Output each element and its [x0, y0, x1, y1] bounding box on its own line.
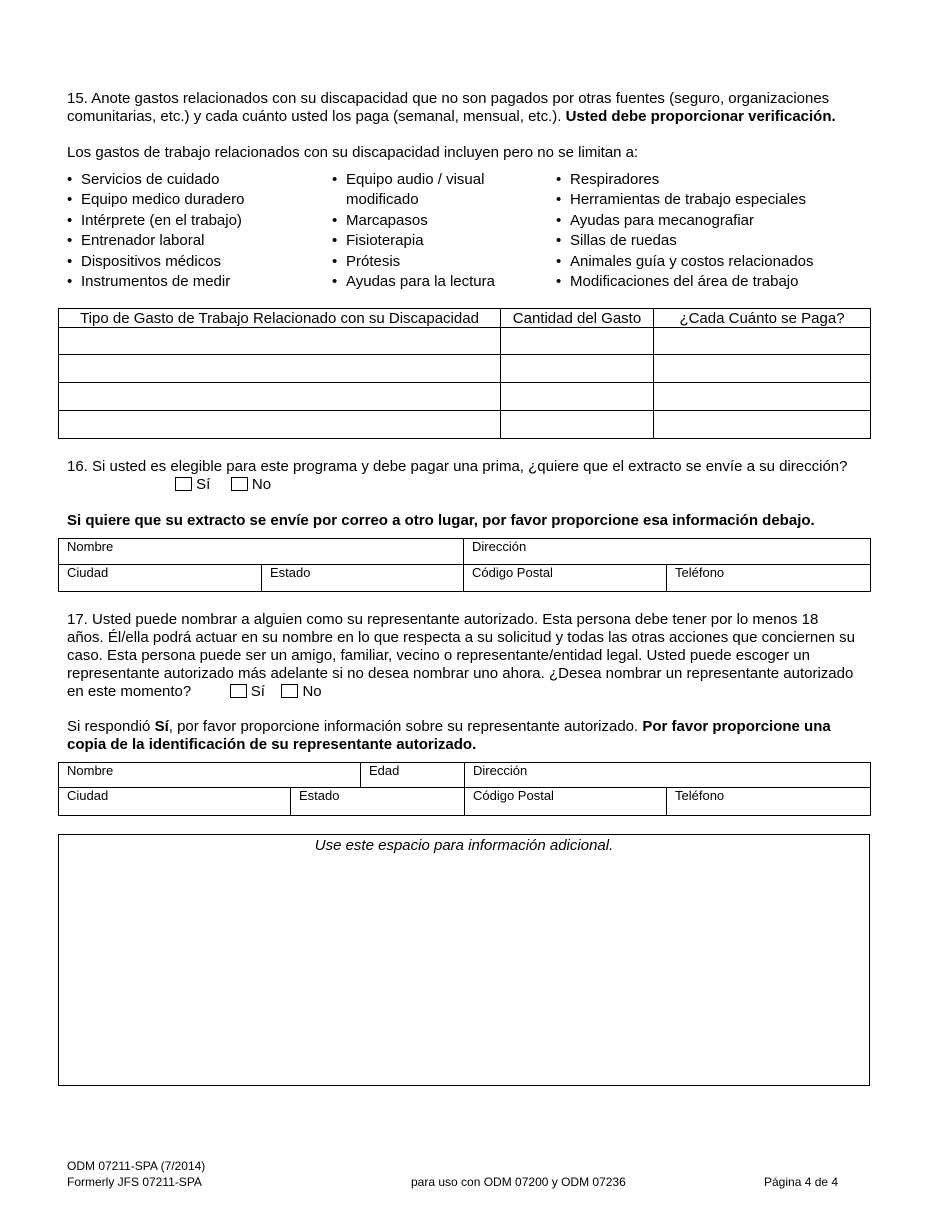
field-label: Nombre — [67, 539, 114, 554]
q15-text: 15. Anote gastos relacionados con su discapacidad que no son pagados por otras fuentes (seguro, organizaciones comunitarias, etc.) y cada cuánto usted los paga (semanal, mensual, etc.). — [67, 90, 830, 125]
expense-type-cell[interactable] — [59, 411, 501, 439]
instruction-id-note: Por favor proporcione una — [642, 718, 831, 735]
rep-phone-field[interactable] — [667, 788, 871, 816]
q16-yes-label: Sí — [196, 476, 211, 493]
field-label: Teléfono — [675, 788, 725, 803]
list-item: • Instrumentos de medir — [67, 272, 327, 292]
field-label: Código Postal — [473, 788, 554, 803]
instruction-text: , por favor proporcione información sobre su representante autorizado. — [168, 718, 643, 735]
header-frequency: ¿Cada Cuánto se Paga? — [654, 309, 871, 328]
field-label: Teléfono — [675, 565, 725, 580]
mailing-address-field[interactable] — [464, 539, 871, 565]
formerly-id: Formerly JFS 07211-SPA — [67, 1175, 202, 1189]
expense-type-cell[interactable] — [59, 383, 501, 411]
q16-yes-checkbox[interactable] — [175, 477, 192, 491]
mailing-phone-field[interactable] — [667, 565, 871, 592]
expense-list-col2 — [332, 170, 552, 292]
mailing-city-field[interactable] — [59, 565, 262, 592]
rep-zip-field[interactable] — [465, 788, 667, 816]
q17-line: representante autorizado más adelante si no desea nombrar uno ahora. ¿Desea nombrar un representante autorizado — [67, 665, 854, 682]
frequency-cell[interactable] — [654, 328, 871, 355]
field-label: Código Postal — [472, 565, 553, 580]
q16-no-label: No — [251, 476, 272, 493]
q17-line-with-options — [67, 683, 907, 701]
additional-info-label: Use este espacio para información adicional. — [314, 837, 614, 854]
field-label: Dirección — [472, 539, 527, 554]
q17-no-checkbox[interactable] — [281, 684, 298, 698]
table-row — [59, 355, 871, 383]
table-row — [59, 383, 871, 411]
list-item: • Sillas de ruedas — [556, 231, 886, 251]
expense-amount-cell[interactable] — [501, 328, 654, 355]
rep-name-field[interactable] — [59, 763, 361, 788]
rep-city-field[interactable] — [59, 788, 291, 816]
rep-age-field[interactable] — [361, 763, 465, 788]
q15-verification-note: Usted debe proporcionar verificación. — [565, 108, 836, 125]
expense-table-header — [59, 309, 871, 328]
frequency-cell[interactable] — [654, 355, 871, 383]
instruction-yes: Sí — [154, 718, 169, 735]
rep-state-field[interactable] — [291, 788, 465, 816]
list-item: • Ayudas para la lectura — [332, 272, 552, 292]
expense-type-cell[interactable] — [59, 328, 501, 355]
list-item: • Herramientas de trabajo especiales — [556, 190, 886, 210]
list-item: • Respiradores — [556, 170, 886, 190]
rep-address-field[interactable] — [465, 763, 871, 788]
field-label: Edad — [369, 763, 400, 778]
q15-instructions — [67, 90, 897, 126]
list-item-continuation: modificado — [346, 191, 419, 209]
list-item: • Servicios de cuidado — [67, 170, 327, 190]
list-item: • Intérprete (en el trabajo) — [67, 211, 327, 231]
expense-type-cell[interactable] — [59, 355, 501, 383]
list-item: • Prótesis — [332, 252, 552, 272]
mailing-address-table — [58, 538, 871, 592]
q17-no-label: No — [302, 683, 322, 700]
q17-yes-label: Sí — [250, 683, 265, 700]
q16-options — [175, 476, 271, 494]
q17-answer-instruction — [67, 718, 897, 754]
list-item: • Fisioterapia — [332, 231, 552, 251]
table-row — [59, 328, 871, 355]
mailing-state-field[interactable] — [262, 565, 464, 592]
q15-intro: Los gastos de trabajo relacionados con su discapacidad incluyen pero no se limitan a: — [67, 144, 639, 161]
header-expense-type: Tipo de Gasto de Trabajo Relacionado con su Discapacidad — [59, 309, 501, 328]
additional-info-box[interactable] — [58, 834, 870, 1086]
mailing-zip-field[interactable] — [464, 565, 667, 592]
expense-amount-cell[interactable] — [501, 411, 654, 439]
footer-use-with: para uso con ODM 07200 y ODM 07236 — [411, 1175, 626, 1189]
list-item: • Entrenador laboral — [67, 231, 327, 251]
field-label: Estado — [270, 565, 311, 580]
q17-line: 17. Usted puede nombrar a alguien como su representante autorizado. Esta persona debe tener por lo menos 18 — [67, 611, 819, 628]
list-item: • Equipo medico duradero — [67, 190, 327, 210]
list-item: • Modificaciones del área de trabajo — [556, 272, 886, 292]
mailing-name-field[interactable] — [59, 539, 464, 565]
footer-form-id — [67, 1158, 205, 1190]
expense-list-col3 — [556, 170, 886, 292]
q17-question — [67, 611, 907, 701]
q16-mail-instruction: Si quiere que su extracto se envíe por correo a otro lugar, por favor proporcione esa información debajo. — [67, 512, 815, 529]
footer-page-number: Página 4 de 4 — [764, 1175, 839, 1189]
expense-list-col1 — [67, 170, 327, 292]
q17-line: en este momento? — [67, 683, 192, 700]
instruction-id-note-cont: copia de la identificación de su representante autorizado. — [67, 736, 477, 753]
representative-table — [58, 762, 871, 816]
field-label: Estado — [299, 788, 340, 803]
q17-line: años. Él/ella podrá actuar en su nombre en lo que respecta a su solicitud y todas las otras acciones que conciernen su — [67, 629, 855, 646]
field-label: Ciudad — [67, 788, 109, 803]
frequency-cell[interactable] — [654, 411, 871, 439]
frequency-cell[interactable] — [654, 383, 871, 411]
expense-amount-cell[interactable] — [501, 355, 654, 383]
table-row — [59, 411, 871, 439]
list-item: • Equipo audio / visual — [332, 170, 552, 190]
field-label: Dirección — [473, 763, 528, 778]
expense-table — [58, 308, 871, 439]
q16-no-checkbox[interactable] — [231, 477, 248, 491]
list-item: • Animales guía y costos relacionados — [556, 252, 886, 272]
q17-line: caso. Esta persona puede ser un amigo, familiar, vecino o representante/entidad legal. Usted puede escoger un — [67, 647, 810, 664]
header-expense-amount: Cantidad del Gasto — [501, 309, 654, 328]
q16-question: 16. Si usted es elegible para este programa y debe pagar una prima, ¿quiere que el extracto se envíe a su dirección? — [67, 458, 848, 475]
list-item: • Dispositivos médicos — [67, 252, 327, 272]
instruction-text: Si respondió — [67, 718, 155, 735]
field-label: Nombre — [67, 763, 114, 778]
expense-amount-cell[interactable] — [501, 383, 654, 411]
list-item: • Ayudas para mecanografiar — [556, 211, 886, 231]
form-id: ODM 07211-SPA (7/2014) — [67, 1159, 206, 1173]
field-label: Ciudad — [67, 565, 109, 580]
list-item: • Marcapasos — [332, 211, 552, 231]
q17-yes-checkbox[interactable] — [230, 684, 247, 698]
